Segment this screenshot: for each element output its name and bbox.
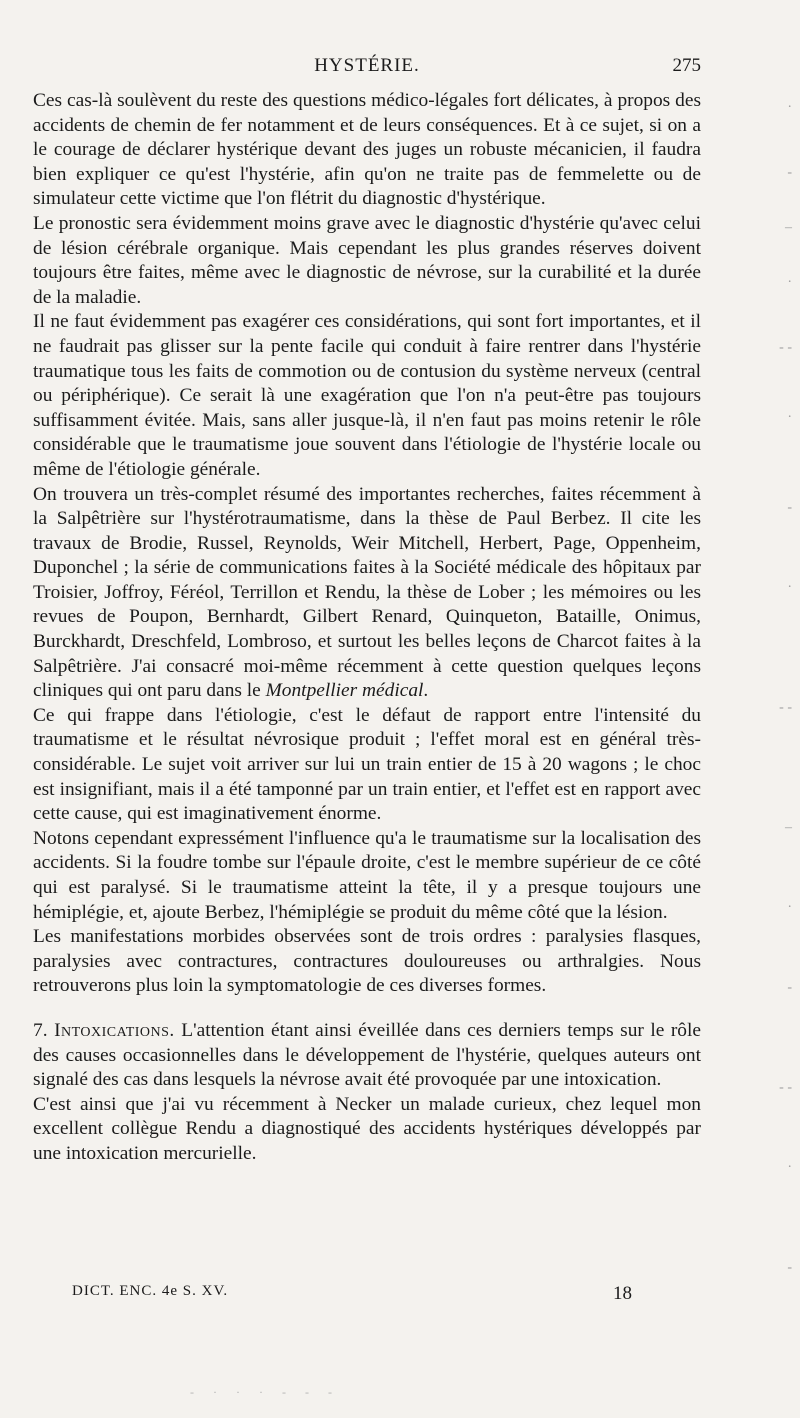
section-7-paragraph-2: C'est ainsi que j'ai vu récemment à Necker un malade curieux, chez lequel mon excellent collègue Rendu a diagnostiqué des accidents hystériques développés par une intoxication mercurielle. bbox=[33, 1093, 701, 1164]
section-gap bbox=[33, 999, 701, 1019]
section-7-intro bbox=[33, 1019, 701, 1093]
printer-signature: DICT. ENC. 4e S. XV. bbox=[72, 1283, 229, 1299]
sheet-number: 18 bbox=[613, 1283, 632, 1304]
paragraph-6: Notons cependant expressément l'influence qu'a le traumatisme sur la localisation des accidents. Si la foudre tombe sur l'épaule droite, c'est le membre supérieur de ce côté qui est paralysé. Si le traumatisme atteint la tête, il y a presque toujours une hémiplégie, et, ajoute Berbez, l'hémiplégie se produit du même côté que la lésion. bbox=[33, 827, 701, 923]
paragraph-4-text: On trouvera un très-complet résumé des importantes recherches, faites récemment à la Salpêtrière sur l'hystérotraumatisme, dans la thèse de Paul Berbez. Il cite les travaux de Brodie, Russel, Reynolds, Weir Mitchell, Herbert, Page, Oppenheim, Duponchel ; la série de communications faites à la Société médicale des hôpitaux par Troisier, Joffroy, Féréol, Terrillon et Rendu, la thèse de Lober ; les mémoires ou les revues de Poupon, Bernhardt, Gilbert Renard, Quinqueton, Bataille, Onimus, Burckhardt, Dreschfeld, Lombroso, et surtout les belles leçons de Charcot faites à la Salpêtrière. J'ai consacré moi-même récemment à cette question quelques leçons cliniques qui ont paru dans le bbox=[33, 483, 701, 702]
section-7-text: L'attention étant ainsi éveillée dans ces derniers temps sur le rôle des causes occasionnelles dans le développement de l'hystérie, quelques auteurs ont signalé des cas dans lesquels la névrose avait été provoquée par une intoxication. bbox=[33, 1019, 701, 1091]
scan-smudge: - · · · - - - bbox=[190, 1385, 340, 1399]
journal-title: Montpellier médical bbox=[265, 680, 424, 702]
paragraph-1: Ces cas-là soulèvent du reste des questions médico-légales fort délicates, à propos des accidents de chemin de fer notamment et de leurs conséquences. Et à ce sujet, si on a le courage de déclarer hystérique devant des juges un robuste mécanicien, il faudra bien expliquer ce qu'est l'hystérie, afin qu'on ne traite pas de femmelette ou de simulateur cette victime que l'on flétrit du diagnostic d'hystérique. bbox=[33, 90, 701, 210]
paragraph-5: Ce qui frappe dans l'étiologie, c'est le défaut de rapport entre l'intensité du traumatisme et le résultat névrosique produit ; l'effet moral est en général très-considérable. Le sujet voit arriver sur lui un train entier de 15 à 20 wagons ; le choc est insignifiant, mais il a été tamponné par un train entier, et l'effet est en rapport avec cette cause, qui est imaginativement énorme. bbox=[33, 704, 701, 825]
paragraph-4-end: . bbox=[423, 680, 429, 702]
page-footer bbox=[72, 1283, 632, 1313]
running-title: HYSTÉRIE. bbox=[314, 55, 420, 76]
section-number: 7. bbox=[33, 1019, 48, 1041]
page-number: 275 bbox=[672, 55, 701, 76]
paragraph-3: Il ne faut évidemment pas exagérer ces considérations, qui sont fort importantes, et il ne faudrait pas glisser sur la pente facile qui conduit à faire rentrer dans l'hystérie traumatique tous les faits de commotion ou de contusion du système nerveux (central ou périphérique). Ce serait là une exagération que l'on n'a peut-être pas toujours suffisamment évitée. Mais, sans aller jusque-là, il n'en faut pas moins retenir le rôle considérable que le traumatisme joue souvent dans l'étiologie de l'hystérie locale ou même de l'étiologie générale. bbox=[33, 311, 701, 480]
margin-marks: · - – · - - · - · - - – · - - - · - bbox=[779, 100, 792, 1275]
page-header bbox=[33, 55, 701, 89]
paragraph-7: Les manifestations morbides observées sont de trois ordres : paralysies flasques, paralysies avec contractures, contractures douloureuses ou arthralgies. Nous retrouverons plus loin la symptomatologie de ces diverses formes. bbox=[33, 926, 701, 997]
paragraph-2: Le pronostic sera évidemment moins grave avec le diagnostic d'hystérie qu'avec celui de lésion cérébrale organique. Mais cependant les plus grandes réserves doivent toujours être faites, même avec le diagnostic de névrose, sur la curabilité et la durée de la maladie. bbox=[33, 212, 701, 308]
paragraph-4 bbox=[33, 483, 701, 704]
section-heading: Intoxications. bbox=[54, 1019, 175, 1041]
document-page bbox=[33, 55, 701, 1167]
